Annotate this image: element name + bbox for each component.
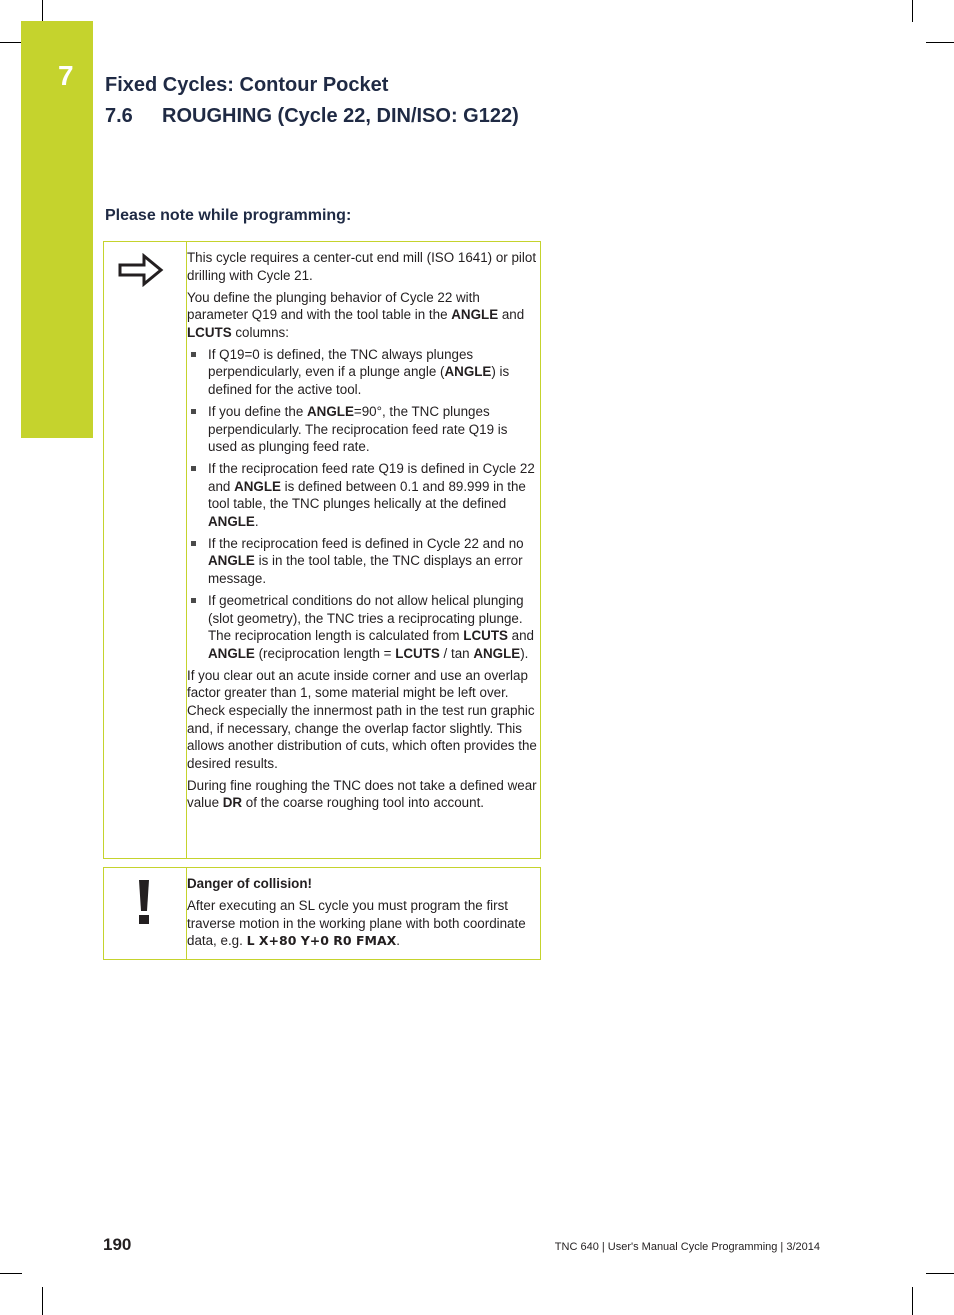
warning-box <box>103 867 541 960</box>
note-paragraph: You define the plunging behavior of Cycle 22 with parameter Q19 and with the tool table in the ANGLE and LCUTS columns: <box>187 289 525 340</box>
note-paragraph: This cycle requires a center-cut end mill (ISO 1641) or pilot drilling with Cycle 21. <box>187 250 537 283</box>
note-content <box>187 249 537 816</box>
note-paragraph: If you clear out an acute inside corner and use an overlap factor greater than 1, some material might be left over. Check especially the innermost path in the test run graphic and, if necessary, change the overlap factor slightly. This allows another distribution of cuts, which often provides the desired results. <box>187 667 537 771</box>
crop-mark <box>42 0 43 22</box>
note-box <box>103 241 541 859</box>
crop-mark <box>912 0 913 22</box>
chapter-title: Fixed Cycles: Contour Pocket <box>105 74 389 96</box>
section-number: 7.6 <box>105 105 133 127</box>
list-item: If you define the ANGLE=90°, the TNC plunges perpendicularly. The reciprocation feed rate Q19 is used as plunging feed rate. <box>187 403 537 456</box>
warning-heading: Danger of collision! <box>187 876 312 891</box>
arrow-right-icon <box>118 253 164 292</box>
note-paragraph: During fine roughing the TNC does not take a defined wear value DR of the coarse roughing tool into account. <box>187 777 537 811</box>
list-item: If Q19=0 is defined, the TNC always plunges perpendicularly, even if a plunge angle (ANGLE) is defined for the active tool. <box>187 346 537 399</box>
crop-mark <box>926 42 954 43</box>
exclamation-icon <box>134 878 154 931</box>
chapter-number: 7 <box>58 60 74 91</box>
list-item: If the reciprocation feed rate Q19 is defined in Cycle 22 and ANGLE is defined between 0.1 and 89.999 in the tool table, the TNC plunges helically at the defined ANGLE. <box>187 460 537 530</box>
list-item: If the reciprocation feed is defined in Cycle 22 and no ANGLE is in the tool table, the TNC displays an error message. <box>187 535 537 588</box>
crop-mark <box>42 1287 43 1315</box>
footer-text: TNC 640 | User's Manual Cycle Programming | 3/2014 <box>554 1241 820 1253</box>
note-bullet-list <box>187 346 537 663</box>
page-number: 190 <box>103 1235 132 1254</box>
crop-mark <box>912 1287 913 1315</box>
crop-mark <box>0 1273 22 1274</box>
crop-mark <box>0 42 22 43</box>
crop-mark <box>926 1273 954 1274</box>
section-title-text: ROUGHING (Cycle 22, DIN/ISO: G122) <box>162 105 519 127</box>
warning-text: After executing an SL cycle you must program the first traverse motion in the working plane with both coordinate data, e.g. L X+80 Y+0 R0 FMAX. <box>187 897 526 949</box>
warning-content <box>187 875 537 954</box>
list-item: If geometrical conditions do not allow helical plunging (slot geometry), the TNC tries a reciprocating plunge. The reciprocation length is calculated from LCUTS and ANGLE (reciprocation length = LCUTS / tan ANGLE). <box>187 592 537 662</box>
section-heading: Please note while programming: <box>105 207 352 224</box>
section-title <box>105 104 519 128</box>
chapter-tab <box>21 21 93 438</box>
